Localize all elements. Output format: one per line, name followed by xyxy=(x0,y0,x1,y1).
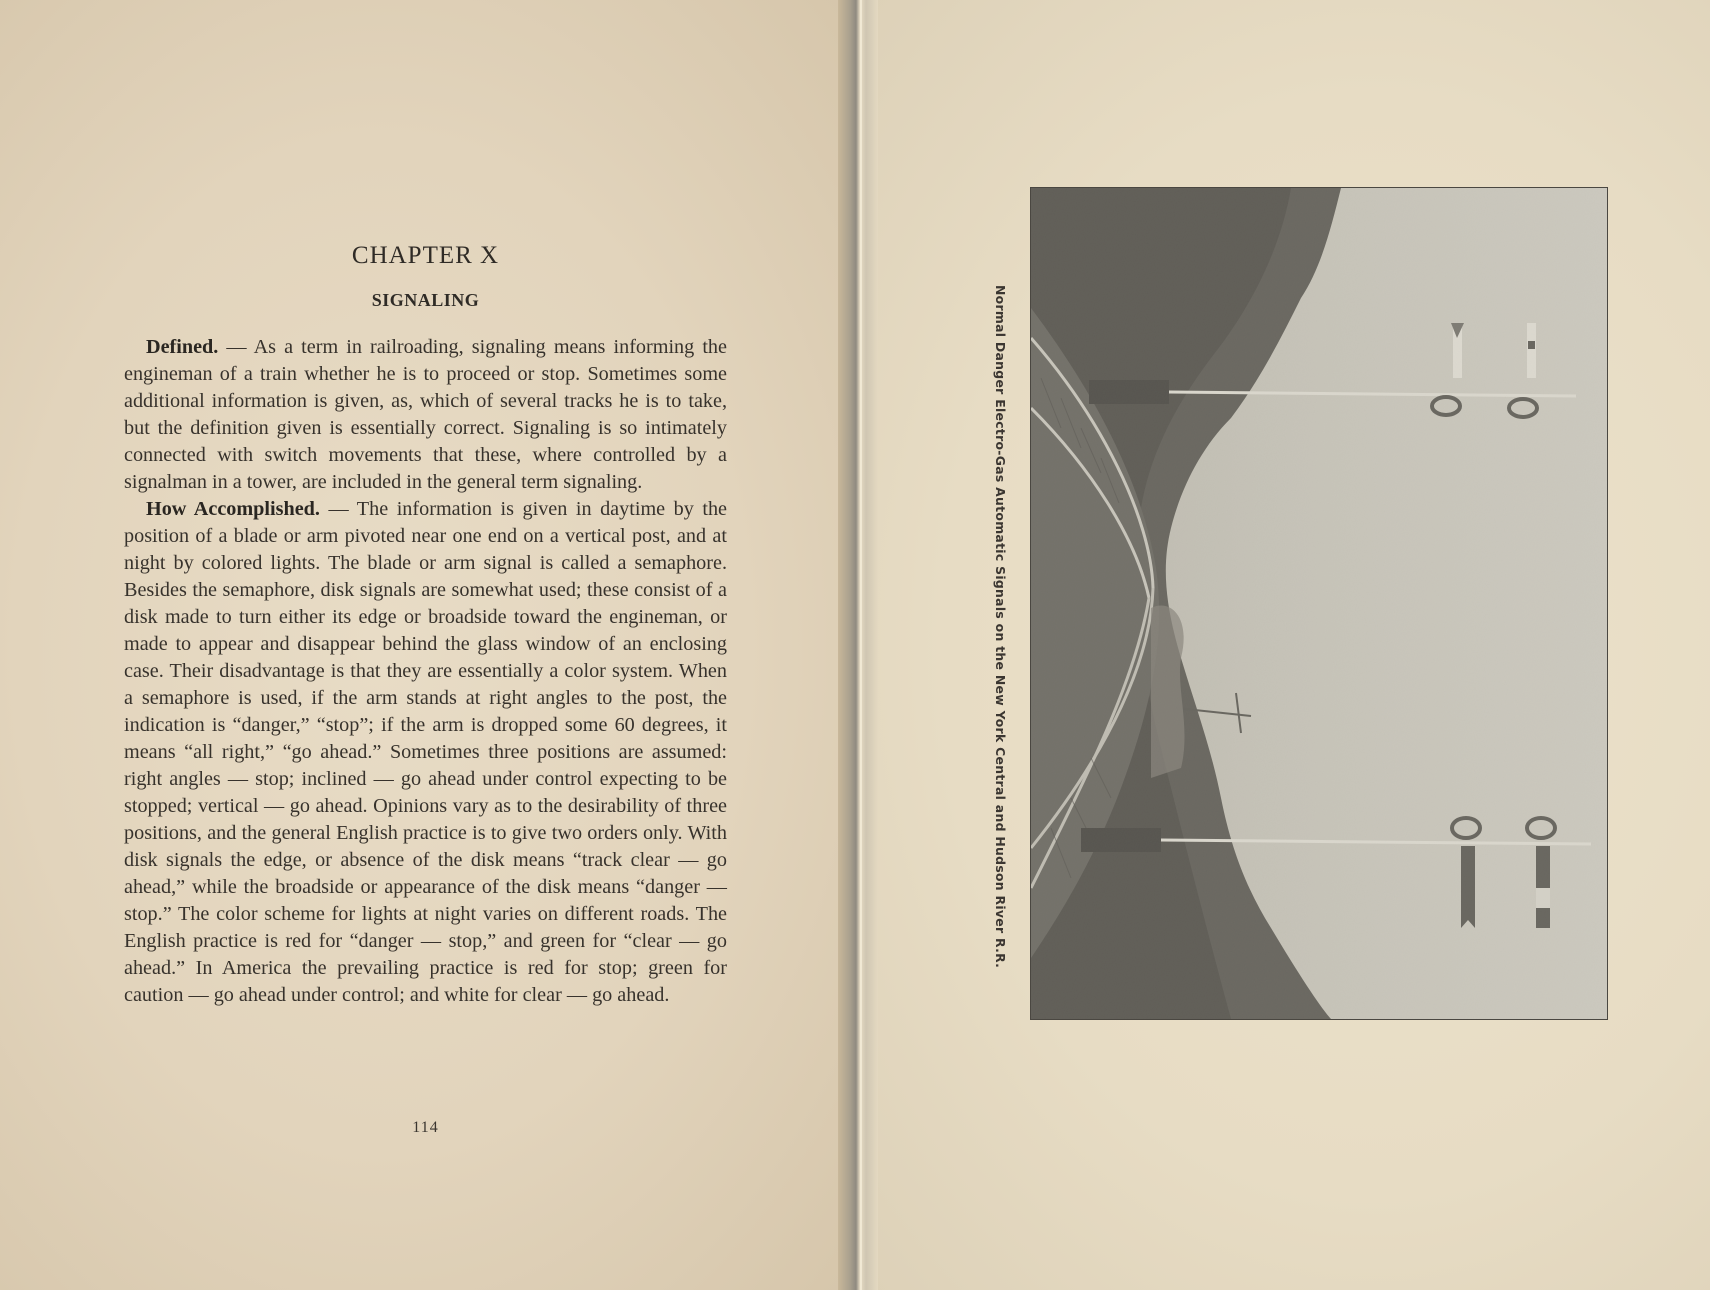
paragraph-heading: Defined. xyxy=(146,336,219,358)
chapter-title: CHAPTER X xyxy=(351,242,500,269)
chapter-subtitle: SIGNALING xyxy=(371,290,480,310)
gutter-highlight xyxy=(860,0,862,1290)
photo-illustration xyxy=(1031,188,1607,1019)
photo-caption: Normal Danger Electro-Gas Automatic Signals on the New York Central and Hudson River R.R. xyxy=(993,285,1008,969)
railroad-signal-photo xyxy=(1030,187,1608,1020)
paragraph-text: — As a term in railroading, signaling means informing the engineman of a train whether he is to proceed or stop. Sometimes some additional information is given, as, which of several tracks he is to take, but the definition given is essentially correct. Signaling is so intimately connected with switch movements that these, where controlled by a signalman in a tower, are included in the general term signaling. xyxy=(124,336,727,493)
page-number: 114 xyxy=(412,1119,439,1136)
paragraph-defined xyxy=(124,334,727,496)
paragraph-text: — The information is given in daytime by the position of a blade or arm pivoted near one end on a vertical post, and at night by colored lights. The blade or arm signal is called a semaphore. Besides the semaphore, disk signals are somewhat used; these consist of a disk made to turn either its edge or broadside toward the engineman, or made to appear and disappear behind the glass window of an enclosing case. Their disadvantage is that they are essentially a color system. When a semaphore is used, if the arm stands at right angles to the post, the indication is “danger,” “stop”; if the arm is dropped some 60 degrees, it means “all right,” “go ahead.” Sometimes three positions are assumed: right angles — stop; inclined — go ahead under control expecting to be stopped; vertical — go ahead. Opinions vary as to the desirability of three positions, and the general English practice is to give two orders only. With disk signals the edge, or absence of the disk means “track clear — go ahead,” while the broadside or appearance of the disk means “danger — stop.” The color scheme for lights at night varies on different roads. The English practice is red for “danger — stop,” and green for “clear — go ahead.” In America the prevailing practice is red for stop; green for caution — go ahead under control; and white for clear — go ahead. xyxy=(124,498,727,1006)
paragraph-how-accomplished xyxy=(124,496,727,1009)
chapter-body xyxy=(124,334,727,1009)
book-gutter xyxy=(838,0,878,1290)
paragraph-heading: How Accomplished. xyxy=(146,498,320,520)
